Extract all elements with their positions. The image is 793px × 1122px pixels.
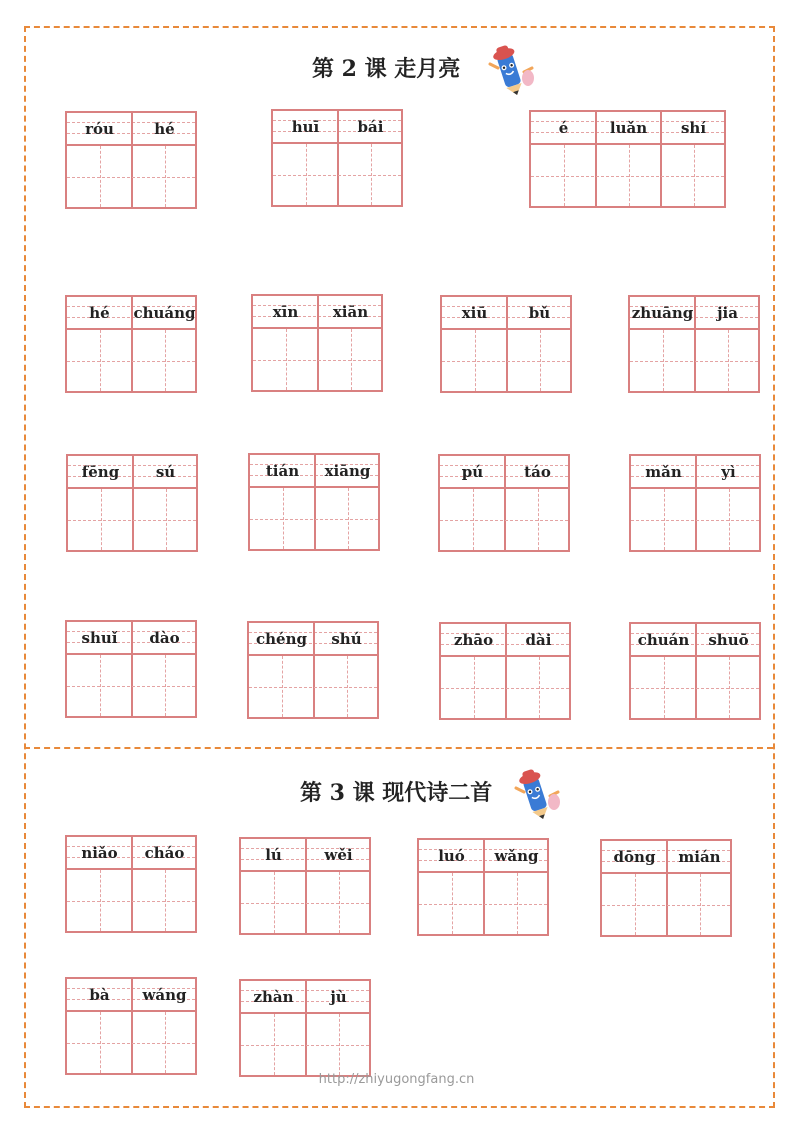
pinyin-syllable: shuǐ (81, 628, 118, 647)
pinyin-syllable: dào (149, 628, 180, 647)
tianzige-box (239, 837, 371, 935)
pinyin-syllable: táo (524, 462, 551, 481)
pinyin-syllable: jù (330, 987, 347, 1006)
pinyin-syllable: hé (154, 119, 175, 138)
pinyin-syllable: zhuāng (631, 303, 694, 322)
tianzige-box (629, 454, 761, 552)
tianzige-box (65, 620, 197, 718)
pinyin-syllable: xīn (272, 302, 299, 321)
pinyin-syllable: xiāng (324, 461, 371, 480)
pinyin-syllable: wáng (142, 985, 187, 1004)
tianzige-box (65, 111, 197, 209)
pinyin-syllable: bà (89, 985, 110, 1004)
tianzige-box (529, 110, 726, 208)
pinyin-syllable: zhāo (453, 630, 494, 649)
pinyin-syllable: zhàn (253, 987, 294, 1006)
lesson-2-title: 第 2 课 走月亮 (312, 56, 461, 82)
pinyin-syllable: wǎng (494, 846, 539, 865)
pinyin-syllable: chuáng (133, 303, 196, 322)
pinyin-syllable: dōng (613, 847, 656, 866)
pinyin-syllable: cháo (144, 843, 185, 862)
pinyin-syllable: luó (438, 846, 465, 865)
pinyin-syllable: huī (291, 117, 320, 136)
tianzige-box (629, 622, 761, 720)
tianzige-box (628, 295, 760, 393)
pinyin-syllable: xiū (461, 303, 488, 322)
pinyin-syllable: é (558, 118, 569, 137)
pinyin-syllable: bǔ (528, 303, 551, 322)
tianzige-box (65, 977, 197, 1075)
tianzige-box (247, 621, 379, 719)
tianzige-box (239, 979, 371, 1077)
tianzige-box (65, 295, 197, 393)
pinyin-syllable: chuán (637, 630, 690, 649)
pinyin-syllable: pú (461, 462, 484, 481)
pinyin-syllable: jia (717, 303, 738, 322)
tianzige-box (440, 295, 572, 393)
tianzige-box (65, 835, 197, 933)
pinyin-syllable: luǎn (609, 118, 648, 137)
pinyin-syllable: wěi (324, 845, 353, 864)
pinyin-syllable: chéng (256, 629, 307, 648)
tianzige-box (417, 838, 549, 936)
pinyin-syllable: dài (525, 630, 552, 649)
footer-url: http://zhiyugongfang.cn (318, 1072, 475, 1087)
pinyin-syllable: mǎn (645, 462, 682, 481)
lesson-3-title: 第 3 课 现代诗二首 (300, 780, 493, 806)
pinyin-syllable: shuō (708, 630, 749, 649)
pinyin-syllable: bái (357, 117, 384, 136)
pinyin-syllable: fēng (81, 462, 120, 481)
pinyin-syllable: yì (721, 462, 736, 481)
pinyin-syllable: tián (265, 461, 300, 480)
section-divider (24, 747, 773, 749)
pinyin-syllable: xiān (332, 302, 369, 321)
tianzige-box (271, 109, 403, 207)
pencil-mascot-icon (508, 766, 564, 822)
tianzige-box (248, 453, 380, 551)
pinyin-syllable: róu (85, 119, 114, 138)
pinyin-syllable: niǎo (81, 843, 118, 862)
pinyin-syllable: shú (331, 629, 362, 648)
pinyin-syllable: shí (680, 118, 707, 137)
tianzige-box (251, 294, 383, 392)
pinyin-syllable: hé (89, 303, 110, 322)
tianzige-box (439, 622, 571, 720)
tianzige-box (438, 454, 570, 552)
tianzige-box (66, 454, 198, 552)
pinyin-syllable: mián (678, 847, 721, 866)
tianzige-box (600, 839, 732, 937)
pencil-mascot-icon (482, 42, 538, 98)
pinyin-syllable: sú (155, 462, 176, 481)
pinyin-syllable: lú (265, 845, 282, 864)
